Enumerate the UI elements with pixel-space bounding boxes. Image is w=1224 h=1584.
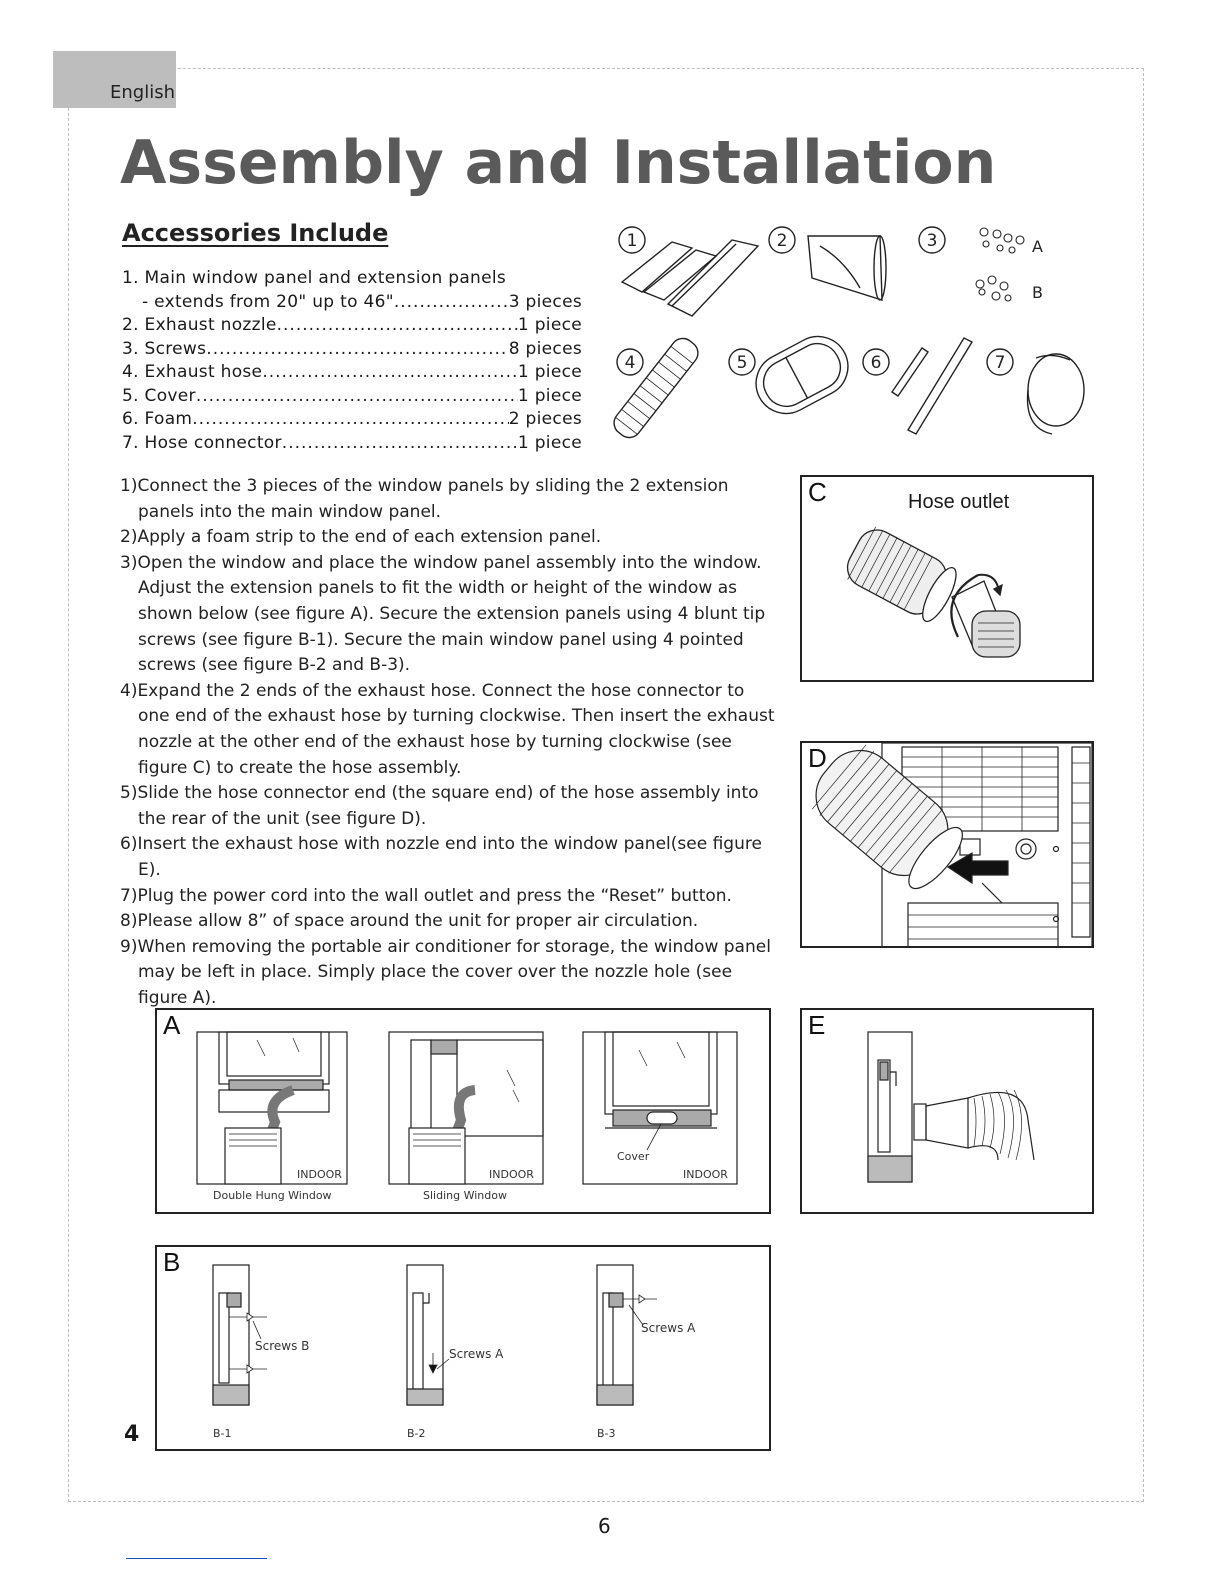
instruction-steps (120, 474, 780, 1011)
hose-outlet-illustration (802, 477, 1092, 680)
figure-a (155, 1008, 771, 1214)
accessories-heading: Accessories Include (122, 219, 389, 247)
figure-number-5: 5 (736, 353, 748, 373)
list-item: - extends from 20" up to 46" ..... 3 pieces (122, 291, 582, 315)
figure-a-letter: A (163, 1010, 181, 1040)
indoor-label-2: INDOOR (489, 1168, 534, 1181)
sub-label-b1: B-1 (213, 1427, 232, 1440)
hose-into-panel-illustration (802, 1010, 1092, 1212)
figure-c-caption: Hose outlet (908, 491, 1010, 513)
accessories-illustration (612, 220, 1112, 450)
footer-link-line (126, 1558, 267, 1559)
figure-b-letter: B (163, 1247, 181, 1277)
language-label: English (110, 82, 175, 103)
caption-sliding: Sliding Window (423, 1189, 507, 1202)
unit-rear-illustration (802, 743, 1092, 946)
figure-c-letter: C (808, 477, 827, 507)
figure-number-2: 2 (776, 231, 788, 251)
step-1: 1)Connect the 3 pieces of the window panels by sliding the 2 extension panels into the main window panel. (120, 476, 729, 522)
sub-label-b3: B-3 (597, 1427, 616, 1440)
cover-label: Cover (617, 1150, 650, 1163)
list-item: 1. Main window panel and extension panels (122, 268, 507, 288)
figure-b (155, 1245, 771, 1451)
screw-label-a: A (1032, 237, 1043, 256)
list-item: 6. Foam ..... 2 pieces (122, 408, 582, 432)
indoor-label-3: INDOOR (683, 1168, 728, 1181)
step-7: 7)Plug the power cord into the wall outlet and press the “Reset” button. (120, 885, 732, 906)
figure-d (800, 741, 1094, 948)
indoor-label-1: INDOOR (297, 1168, 342, 1181)
window-installations-illustration (157, 1010, 769, 1212)
screw-label-b: B (1032, 283, 1043, 302)
figure-d-letter: D (808, 743, 827, 773)
list-item: 3. Screws ..... 8 pieces (122, 338, 582, 362)
figure-number-3: 3 (926, 231, 938, 251)
screws-a-label-1: Screws A (449, 1347, 504, 1361)
screws-b-label: Screws B (255, 1339, 310, 1353)
figure-e-letter: E (808, 1010, 826, 1040)
list-item: 5. Cover ..... 1 piece (122, 385, 582, 409)
list-item: 7. Hose connector ..... 1 piece (122, 432, 582, 456)
list-item: 2. Exhaust nozzle ..... 1 piece (122, 314, 582, 338)
screws-a-label-2: Screws A (641, 1321, 696, 1335)
caption-double-hung: Double Hung Window (213, 1189, 332, 1202)
list-item: 4. Exhaust hose ..... 1 piece (122, 361, 582, 385)
page-number: 6 (598, 1514, 611, 1538)
step-8: 8)Please allow 8” of space around the unit for proper air circulation. (120, 911, 699, 932)
page-title: Assembly and Installation (120, 128, 997, 198)
figure-e (800, 1008, 1094, 1214)
step-3: 3)Open the window and place the window panel assembly into the window. Adjust the extension panels to fit the width or height of the window as shown below (see figure A). Secure the extension panels using 4 blunt tip screws (see figure B-1). Secure the main window panel using 4 pointed screws (see figure B-2 and B-3). (120, 552, 766, 676)
figure-c (800, 475, 1094, 682)
language-tab (53, 51, 176, 108)
step-5: 5)Slide the hose connector end (the square end) of the hose assembly into the rear of the unit (see figure D). (120, 783, 759, 829)
figure-number-4: 4 (624, 353, 636, 373)
step-2: 2)Apply a foam strip to the end of each extension panel. (120, 527, 602, 548)
figure-number-6: 6 (870, 353, 882, 373)
accessories-list (122, 267, 582, 455)
section-page-number: 4 (124, 1422, 140, 1447)
figure-number-1: 1 (626, 231, 638, 251)
sub-label-b2: B-2 (407, 1427, 426, 1440)
step-6: 6)Insert the exhaust hose with nozzle end into the window panel(see figure E). (120, 834, 762, 880)
step-4: 4)Expand the 2 ends of the exhaust hose. Connect the hose connector to one end of the exhaust hose by turning clockwise. Then insert the exhaust nozzle at the other end of the exhaust hose by turning clockwise (see figure C) to create the hose assembly. (120, 680, 775, 778)
step-9: 9)When removing the portable air conditioner for storage, the window panel may be left in place. Simply place the cover over the nozzle hole (see figure A). (120, 936, 771, 1008)
figure-number-7: 7 (994, 353, 1006, 373)
